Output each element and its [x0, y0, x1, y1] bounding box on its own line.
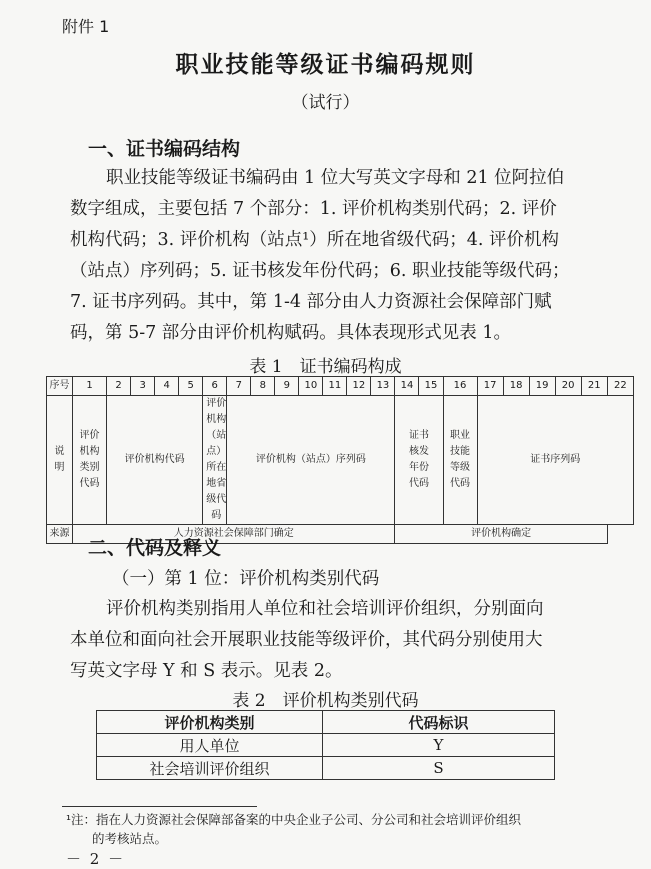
- para-line: 评价机构类别指用人单位和社会培训评价组织，分别面向: [106, 599, 544, 619]
- number-cell: 15: [419, 377, 443, 396]
- para-line: 7. 证书序列码。其中，第 1-4 部分由人力资源社会保障部门赋: [70, 292, 552, 312]
- page-number: － 2 －: [66, 850, 126, 868]
- number-cell: 16: [443, 377, 477, 396]
- desc-cell: [443, 396, 477, 525]
- header-cell: 代码标识: [323, 711, 555, 734]
- number-cell: 5: [179, 377, 203, 396]
- para-line: 写英文字母 Y 和 S 表示。见表 2。: [70, 661, 343, 681]
- section1-heading: 一、证书编码结构: [88, 138, 241, 160]
- number-cell: 12: [347, 377, 371, 396]
- table2-caption: 表 2 评价机构类别代码: [232, 691, 419, 711]
- number-cell: 21: [581, 377, 607, 396]
- number-cell: 14: [395, 377, 419, 396]
- certificate-code-table: [46, 376, 634, 544]
- table-row: [97, 734, 555, 757]
- para-line: 本单位和面向社会开展职业技能等级评价，其代码分别使用大: [70, 630, 543, 650]
- table-cell: S: [323, 757, 555, 780]
- number-cell: 19: [529, 377, 555, 396]
- desc-cell: [73, 396, 107, 525]
- desc-text: 评价机构类别代码: [79, 430, 100, 489]
- table-row: [47, 396, 634, 525]
- source-cell: 评价机构确定: [395, 525, 607, 544]
- number-cell: 18: [503, 377, 529, 396]
- footnote-line: 的考核站点。: [92, 831, 168, 846]
- table-row: [97, 757, 555, 780]
- desc-cell: [203, 396, 227, 525]
- attachment-label: 附件 1: [62, 17, 110, 36]
- source-cell: 人力资源社会保障部门确定: [73, 525, 395, 544]
- number-cell: 17: [477, 377, 503, 396]
- desc-cell: 评价机构代码: [107, 396, 203, 525]
- number-cell: 22: [607, 377, 633, 396]
- desc-cell: 评价机构（站点）序列码: [227, 396, 395, 525]
- document-title: 职业技能等级证书编码规则: [175, 52, 476, 78]
- section2-heading: 二、代码及释义: [88, 537, 222, 559]
- category-code-table: [96, 710, 555, 780]
- section2-paragraph: [70, 594, 622, 687]
- document-subtitle: （试行）: [291, 93, 360, 113]
- para-line: 机构代码；3. 评价机构（站点¹）所在地省级代码；4. 评价机构: [70, 230, 560, 250]
- para-line: 职业技能等级证书编码由 1 位大写英文字母和 21 位阿拉伯: [106, 168, 565, 188]
- table-cell: Y: [323, 734, 555, 757]
- table-cell: 社会培训评价组织: [97, 757, 323, 780]
- footnote: [66, 810, 606, 848]
- number-cell: 8: [251, 377, 275, 396]
- footnote-line: ¹注：指在人力资源社会保障部备案的中央企业子公司、分公司和社会培训评价组织: [66, 812, 522, 827]
- para-line: （站点）序列码；5. 证书核发年份代码；6. 职业技能等级代码；: [70, 261, 570, 281]
- section2-subheading: （一）第 1 位：评价机构类别代码: [112, 569, 380, 589]
- header-cell: 评价机构类别: [97, 711, 323, 734]
- desc-text: 职业技能等级代码: [450, 430, 471, 489]
- footnote-divider: [62, 806, 257, 807]
- number-cell: 4: [155, 377, 179, 396]
- table1-caption: 表 1 证书编码构成: [249, 357, 402, 377]
- desc-text: 证书核发年份代码: [408, 430, 429, 489]
- desc-cell: [395, 396, 443, 525]
- number-cell: 13: [371, 377, 395, 396]
- number-cell: 9: [275, 377, 299, 396]
- number-cell: 1: [73, 377, 107, 396]
- table-row: [47, 377, 634, 396]
- number-cell: 20: [555, 377, 581, 396]
- desc-text: 评价机构（站点）所在地省级代码: [206, 398, 227, 521]
- table-cell: 用人单位: [97, 734, 323, 757]
- number-cell: 10: [299, 377, 323, 396]
- number-cell: 11: [323, 377, 347, 396]
- number-cell: 6: [203, 377, 227, 396]
- section1-paragraph: [70, 163, 622, 349]
- header-label-cell: 序号: [47, 377, 73, 396]
- desc-cell: 证书序列码: [477, 396, 633, 525]
- desc-label-cell: [47, 396, 73, 525]
- number-cell: 3: [131, 377, 155, 396]
- source-label-cell: 来源: [47, 525, 73, 544]
- para-line: 码，第 5-7 部分由评价机构赋码。具体表现形式见表 1。: [70, 323, 512, 343]
- desc-label: 说明: [54, 446, 65, 473]
- number-cell: 2: [107, 377, 131, 396]
- para-line: 数字组成，主要包括 7 个部分：1. 评价机构类别代码；2. 评价: [70, 199, 557, 219]
- table-row: [97, 711, 555, 734]
- number-cell: 7: [227, 377, 251, 396]
